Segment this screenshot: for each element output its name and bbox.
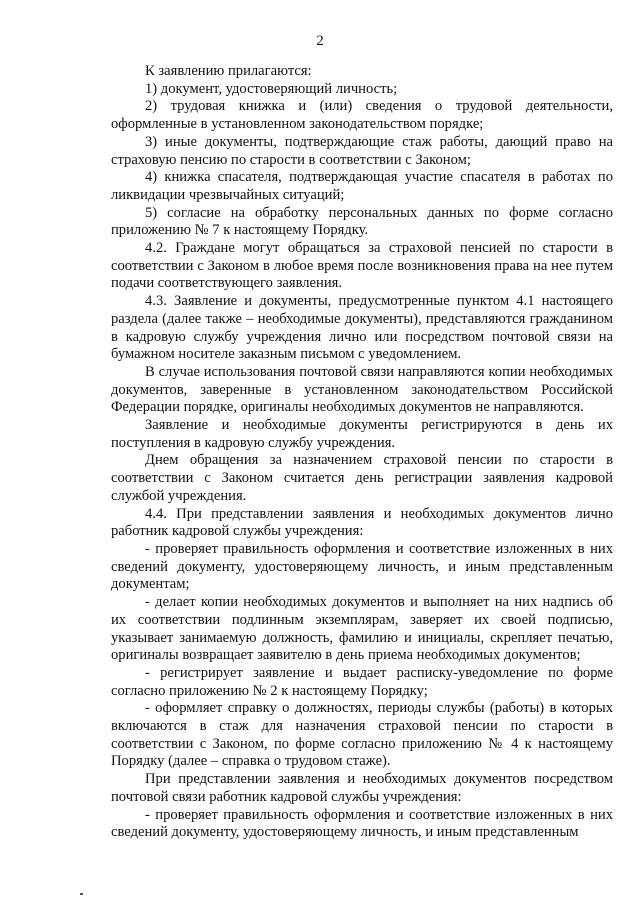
paragraph-list-item-4: 4) книжка спасателя, подтверждающая участие спасателя в работах по ликвидации чрезвычайных ситуаций;	[111, 169, 613, 203]
document-body	[111, 63, 613, 842]
paragraph-register-receipt: - регистрирует заявление и выдает расписку-уведомление по форме согласно приложению № 2 к настоящему Порядку;	[111, 664, 613, 699]
paragraph-registration: Заявление и необходимые документы регистрируются в день их поступления в кадровую службу учреждения.	[111, 417, 613, 451]
paragraph-application-day: Днем обращения за назначением страховой пенсии по старости в соответствии с Законом считается день регистрации заявления кадровой службой учреждения.	[111, 452, 613, 504]
paragraph-check-correctness: - проверяет правильность оформления и соответствие изложенных в них сведений документу, удостоверяющему личность, и иным представленным документам;	[111, 540, 613, 593]
paragraph-list-item-3: 3) иные документы, подтверждающие стаж работы, дающий право на страховую пенсию по старости в соответствии с Законом;	[111, 133, 613, 168]
scan-speck	[80, 893, 83, 895]
paragraph-4-2: 4.2. Граждане могут обращаться за страховой пенсией по старости в соответствии с Законом в любое время после возникновения права на нее путем подачи соответствующего заявления.	[111, 240, 613, 292]
paragraph-list-item-2: 2) трудовая книжка и (или) сведения о трудовой деятельности, оформленные в установленном законодательством порядке;	[111, 98, 613, 133]
paragraph-list-item-5: 5) согласие на обработку персональных данных по форме согласно приложению № 7 к настоящему Порядку.	[111, 204, 613, 239]
paragraph-issue-certificate: - оформляет справку о должностях, периоды службы (работы) в которых включаются в стаж для назначения страховой пенсии по старости в соответствии с Законом, по форме согласно приложению № 4 к настоящему Порядку (далее – справка о трудовом стаже).	[111, 700, 613, 770]
paragraph-make-copies: - делает копии необходимых документов и выполняет на них надпись об их соответствии подлинным экземплярам, заверяет их своей подписью, указывает занимаемую должность, фамилию и инициалы, скрепляет печатью, оригиналы возвращает заявителю в день приема необходимых документов;	[111, 594, 613, 664]
paragraph-attachments-heading: К заявлению прилагаются:	[145, 63, 312, 79]
paragraph-4-3: 4.3. Заявление и документы, предусмотренные пунктом 4.1 настоящего раздела (далее также – необходимые документы), представляются гражданином в кадровую службу учреждения лично или посредством почтовой связи на бумажном носителе заказным письмом с уведомлением.	[111, 293, 613, 363]
paragraph-postal-copies: В случае использования почтовой связи направляются копии необходимых документов, заверенные в установленном законодательством Российской Федерации порядке, оригиналы необходимых документов не направляются.	[111, 363, 613, 416]
paragraph-4-4: 4.4. При представлении заявления и необходимых документов лично работник кадровой службы учреждения:	[111, 505, 613, 540]
paragraph-list-item-1: 1) документ, удостоверяющий личность;	[145, 80, 398, 97]
paragraph-postal-check-correctness: - проверяет правильность оформления и соответствие изложенных в них сведений документу, удостоверяющему личность, и иным представленным	[111, 806, 613, 841]
paragraph-postal-submission: При представлении заявления и необходимых документов посредством почтовой связи работник кадровой службы учреждения:	[111, 771, 613, 805]
page-number: 2	[316, 33, 324, 49]
